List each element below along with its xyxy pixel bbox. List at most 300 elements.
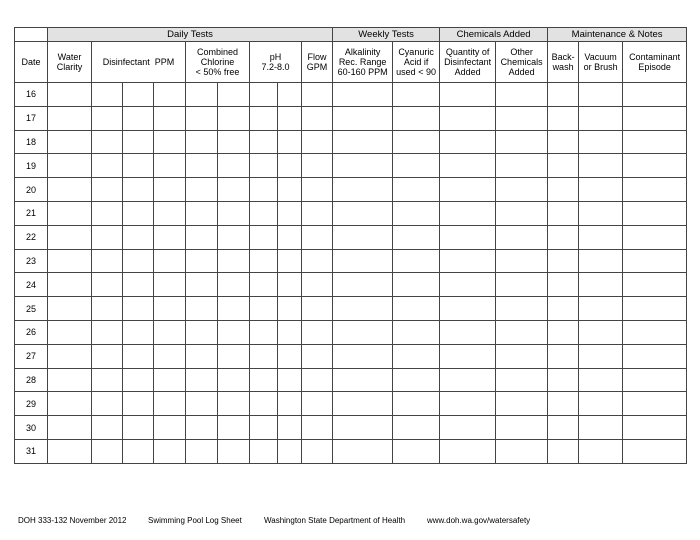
entry-cell[interactable] (123, 83, 154, 107)
entry-cell[interactable] (548, 225, 579, 249)
entry-cell[interactable] (333, 392, 393, 416)
header-line: Acid if (403, 57, 429, 67)
entry-cell[interactable] (123, 273, 154, 297)
entry-cell[interactable] (623, 106, 687, 130)
group-header-blank (15, 28, 48, 42)
entry-cell[interactable] (579, 392, 623, 416)
entry-cell[interactable] (278, 83, 302, 107)
entry-cell[interactable] (333, 154, 393, 178)
entry-cell[interactable] (496, 320, 548, 344)
entry-cell[interactable] (154, 368, 186, 392)
entry-cell[interactable] (548, 249, 579, 273)
entry-cell[interactable] (154, 225, 186, 249)
group-header-weekly: Weekly Tests (333, 28, 440, 42)
entry-cell[interactable] (579, 297, 623, 321)
entry-cell[interactable] (123, 249, 154, 273)
entry-cell[interactable] (123, 106, 154, 130)
row-date: 23 (15, 249, 48, 273)
entry-cell[interactable] (92, 154, 123, 178)
entry-cell[interactable] (154, 297, 186, 321)
entry-cell[interactable] (579, 344, 623, 368)
entry-cell[interactable] (278, 178, 302, 202)
entry-cell[interactable] (250, 392, 278, 416)
entry-cell[interactable] (579, 178, 623, 202)
entry-cell[interactable] (548, 392, 579, 416)
entry-cell[interactable] (186, 320, 218, 344)
entry-cell[interactable] (393, 154, 440, 178)
entry-cell[interactable] (393, 392, 440, 416)
entry-cell[interactable] (48, 225, 92, 249)
entry-cell[interactable] (218, 249, 250, 273)
log-row (15, 439, 687, 463)
entry-cell[interactable] (123, 225, 154, 249)
entry-cell[interactable] (218, 178, 250, 202)
entry-cell[interactable] (123, 392, 154, 416)
entry-cell[interactable] (623, 392, 687, 416)
row-date: 29 (15, 392, 48, 416)
entry-cell[interactable] (393, 344, 440, 368)
log-row (15, 201, 687, 225)
entry-cell[interactable] (302, 297, 333, 321)
row-date: 25 (15, 297, 48, 321)
entry-cell[interactable] (250, 416, 278, 440)
entry-cell[interactable] (302, 154, 333, 178)
entry-cell[interactable] (333, 273, 393, 297)
entry-cell[interactable] (496, 225, 548, 249)
header-line: Vacuum (584, 52, 617, 62)
entry-cell[interactable] (48, 106, 92, 130)
log-row (15, 106, 687, 130)
entry-cell[interactable] (440, 225, 496, 249)
entry-cell[interactable] (302, 106, 333, 130)
entry-cell[interactable] (302, 416, 333, 440)
entry-cell[interactable] (250, 320, 278, 344)
entry-cell[interactable] (48, 178, 92, 202)
entry-cell[interactable] (250, 273, 278, 297)
entry-cell[interactable] (154, 106, 186, 130)
header-line: GPM (306, 62, 328, 72)
entry-cell[interactable] (154, 439, 186, 463)
entry-cell[interactable] (440, 154, 496, 178)
entry-cell[interactable] (440, 439, 496, 463)
entry-cell[interactable] (496, 368, 548, 392)
entry-cell[interactable] (623, 83, 687, 107)
entry-cell[interactable] (92, 320, 123, 344)
entry-cell[interactable] (496, 201, 548, 225)
entry-cell[interactable] (92, 368, 123, 392)
entry-cell[interactable] (548, 178, 579, 202)
entry-cell[interactable] (186, 178, 218, 202)
entry-cell[interactable] (154, 130, 186, 154)
entry-cell[interactable] (278, 106, 302, 130)
entry-cell[interactable] (278, 368, 302, 392)
entry-cell[interactable] (250, 154, 278, 178)
entry-cell[interactable] (333, 225, 393, 249)
entry-cell[interactable] (218, 273, 250, 297)
entry-cell[interactable] (623, 320, 687, 344)
entry-cell[interactable] (393, 83, 440, 107)
entry-cell[interactable] (92, 344, 123, 368)
entry-cell[interactable] (218, 106, 250, 130)
entry-cell[interactable] (548, 320, 579, 344)
log-row (15, 249, 687, 273)
entry-cell[interactable] (333, 368, 393, 392)
col-header-other-chemicals (496, 42, 548, 83)
entry-cell[interactable] (218, 320, 250, 344)
entry-cell[interactable] (440, 416, 496, 440)
entry-cell[interactable] (218, 225, 250, 249)
entry-cell[interactable] (218, 130, 250, 154)
entry-cell[interactable] (440, 320, 496, 344)
entry-cell[interactable] (623, 178, 687, 202)
entry-cell[interactable] (92, 130, 123, 154)
entry-cell[interactable] (579, 249, 623, 273)
entry-cell[interactable] (496, 297, 548, 321)
group-header-daily: Daily Tests (48, 28, 333, 42)
entry-cell[interactable] (393, 439, 440, 463)
entry-cell[interactable] (154, 249, 186, 273)
header-line: Chemicals (500, 57, 543, 67)
entry-cell[interactable] (186, 416, 218, 440)
entry-cell[interactable] (48, 201, 92, 225)
entry-cell[interactable] (123, 178, 154, 202)
entry-cell[interactable] (302, 273, 333, 297)
entry-cell[interactable] (250, 225, 278, 249)
entry-cell[interactable] (333, 106, 393, 130)
entry-cell[interactable] (92, 106, 123, 130)
entry-cell[interactable] (48, 130, 92, 154)
entry-cell[interactable] (92, 225, 123, 249)
entry-cell[interactable] (393, 225, 440, 249)
entry-cell[interactable] (48, 273, 92, 297)
entry-cell[interactable] (302, 439, 333, 463)
entry-cell[interactable] (623, 368, 687, 392)
entry-cell[interactable] (92, 392, 123, 416)
entry-cell[interactable] (496, 439, 548, 463)
entry-cell[interactable] (278, 154, 302, 178)
entry-cell[interactable] (496, 106, 548, 130)
entry-cell[interactable] (123, 439, 154, 463)
entry-cell[interactable] (579, 439, 623, 463)
entry-cell[interactable] (623, 225, 687, 249)
entry-cell[interactable] (92, 201, 123, 225)
entry-cell[interactable] (393, 249, 440, 273)
row-date: 27 (15, 344, 48, 368)
entry-cell[interactable] (496, 273, 548, 297)
entry-cell[interactable] (548, 83, 579, 107)
entry-cell[interactable] (302, 225, 333, 249)
entry-cell[interactable] (548, 154, 579, 178)
entry-cell[interactable] (548, 130, 579, 154)
entry-cell[interactable] (250, 106, 278, 130)
entry-cell[interactable] (623, 297, 687, 321)
entry-cell[interactable] (440, 249, 496, 273)
entry-cell[interactable] (548, 416, 579, 440)
entry-cell[interactable] (440, 83, 496, 107)
footer-title: Swimming Pool Log Sheet (148, 516, 242, 525)
entry-cell[interactable] (48, 154, 92, 178)
entry-cell[interactable] (440, 273, 496, 297)
col-header-vacuum (579, 42, 623, 83)
footer-form-id: DOH 333-132 November 2012 (18, 516, 127, 525)
entry-cell[interactable] (48, 368, 92, 392)
entry-cell[interactable] (623, 201, 687, 225)
entry-cell[interactable] (302, 130, 333, 154)
entry-cell[interactable] (302, 249, 333, 273)
entry-cell[interactable] (440, 106, 496, 130)
entry-cell[interactable] (579, 201, 623, 225)
entry-cell[interactable] (92, 439, 123, 463)
entry-cell[interactable] (333, 201, 393, 225)
entry-cell[interactable] (250, 368, 278, 392)
entry-cell[interactable] (579, 320, 623, 344)
col-header-backwash (548, 42, 579, 83)
entry-cell[interactable] (186, 154, 218, 178)
entry-cell[interactable] (440, 344, 496, 368)
entry-cell[interactable] (333, 178, 393, 202)
entry-cell[interactable] (548, 201, 579, 225)
log-row (15, 344, 687, 368)
entry-cell[interactable] (123, 320, 154, 344)
entry-cell[interactable] (440, 368, 496, 392)
entry-cell[interactable] (186, 249, 218, 273)
entry-cell[interactable] (250, 130, 278, 154)
entry-cell[interactable] (92, 273, 123, 297)
entry-cell[interactable] (48, 416, 92, 440)
entry-cell[interactable] (393, 320, 440, 344)
entry-cell[interactable] (623, 130, 687, 154)
col-header-date: Date (15, 42, 48, 83)
row-date: 30 (15, 416, 48, 440)
entry-cell[interactable] (92, 178, 123, 202)
entry-cell[interactable] (623, 344, 687, 368)
entry-cell[interactable] (123, 201, 154, 225)
entry-cell[interactable] (92, 416, 123, 440)
entry-cell[interactable] (154, 344, 186, 368)
entry-cell[interactable] (92, 249, 123, 273)
entry-cell[interactable] (250, 249, 278, 273)
header-line: Disinfectant (444, 57, 492, 67)
row-date: 16 (15, 83, 48, 107)
entry-cell[interactable] (496, 344, 548, 368)
entry-cell[interactable] (218, 154, 250, 178)
entry-cell[interactable] (154, 416, 186, 440)
entry-cell[interactable] (123, 154, 154, 178)
entry-cell[interactable] (393, 368, 440, 392)
entry-cell[interactable] (278, 392, 302, 416)
entry-cell[interactable] (333, 439, 393, 463)
entry-cell[interactable] (278, 297, 302, 321)
entry-cell[interactable] (278, 416, 302, 440)
entry-cell[interactable] (218, 416, 250, 440)
entry-cell[interactable] (186, 201, 218, 225)
row-date: 17 (15, 106, 48, 130)
entry-cell[interactable] (623, 416, 687, 440)
col-header-combined-chlorine (186, 42, 250, 83)
entry-cell[interactable] (579, 83, 623, 107)
entry-cell[interactable] (302, 178, 333, 202)
entry-cell[interactable] (393, 297, 440, 321)
entry-cell[interactable] (579, 154, 623, 178)
entry-cell[interactable] (496, 392, 548, 416)
row-date: 24 (15, 273, 48, 297)
entry-cell[interactable] (623, 154, 687, 178)
entry-cell[interactable] (623, 249, 687, 273)
entry-cell[interactable] (250, 297, 278, 321)
entry-cell[interactable] (154, 154, 186, 178)
entry-cell[interactable] (186, 130, 218, 154)
entry-cell[interactable] (333, 249, 393, 273)
entry-cell[interactable] (154, 201, 186, 225)
entry-cell[interactable] (186, 106, 218, 130)
entry-cell[interactable] (548, 297, 579, 321)
entry-cell[interactable] (218, 83, 250, 107)
entry-cell[interactable] (579, 416, 623, 440)
entry-cell[interactable] (48, 392, 92, 416)
log-row (15, 154, 687, 178)
entry-cell[interactable] (278, 201, 302, 225)
entry-cell[interactable] (48, 320, 92, 344)
entry-cell[interactable] (333, 320, 393, 344)
entry-cell[interactable] (393, 178, 440, 202)
entry-cell[interactable] (302, 201, 333, 225)
entry-cell[interactable] (393, 201, 440, 225)
entry-cell[interactable] (548, 106, 579, 130)
entry-cell[interactable] (218, 392, 250, 416)
entry-cell[interactable] (48, 249, 92, 273)
entry-cell[interactable] (579, 106, 623, 130)
entry-cell[interactable] (250, 201, 278, 225)
entry-cell[interactable] (218, 368, 250, 392)
entry-cell[interactable] (218, 439, 250, 463)
group-header-maintenance: Maintenance & Notes (548, 28, 687, 42)
entry-cell[interactable] (250, 439, 278, 463)
entry-cell[interactable] (123, 368, 154, 392)
entry-cell[interactable] (278, 320, 302, 344)
entry-cell[interactable] (548, 368, 579, 392)
entry-cell[interactable] (278, 225, 302, 249)
entry-cell[interactable] (154, 273, 186, 297)
entry-cell[interactable] (302, 392, 333, 416)
entry-cell[interactable] (579, 273, 623, 297)
entry-cell[interactable] (218, 201, 250, 225)
entry-cell[interactable] (154, 83, 186, 107)
log-row (15, 416, 687, 440)
entry-cell[interactable] (496, 416, 548, 440)
entry-cell[interactable] (48, 83, 92, 107)
entry-cell[interactable] (186, 344, 218, 368)
entry-cell[interactable] (186, 83, 218, 107)
entry-cell[interactable] (302, 320, 333, 344)
entry-cell[interactable] (440, 201, 496, 225)
entry-cell[interactable] (393, 130, 440, 154)
entry-cell[interactable] (48, 439, 92, 463)
header-line: Contaminant (629, 52, 681, 62)
entry-cell[interactable] (579, 130, 623, 154)
log-row (15, 392, 687, 416)
entry-cell[interactable] (48, 297, 92, 321)
entry-cell[interactable] (218, 297, 250, 321)
entry-cell[interactable] (123, 416, 154, 440)
entry-cell[interactable] (218, 344, 250, 368)
entry-cell[interactable] (579, 368, 623, 392)
entry-cell[interactable] (393, 416, 440, 440)
entry-cell[interactable] (186, 225, 218, 249)
entry-cell[interactable] (623, 439, 687, 463)
entry-cell[interactable] (393, 106, 440, 130)
entry-cell[interactable] (250, 83, 278, 107)
pool-log-table (14, 27, 687, 464)
entry-cell[interactable] (278, 249, 302, 273)
header-line: 7.2-8.0 (261, 62, 290, 72)
log-row (15, 178, 687, 202)
entry-cell[interactable] (186, 368, 218, 392)
header-line: Rec. Range (338, 57, 387, 67)
entry-cell[interactable] (333, 83, 393, 107)
entry-cell[interactable] (496, 130, 548, 154)
entry-cell[interactable] (278, 344, 302, 368)
entry-cell[interactable] (579, 225, 623, 249)
entry-cell[interactable] (186, 439, 218, 463)
col-header-cyanuric (393, 42, 440, 83)
entry-cell[interactable] (333, 344, 393, 368)
entry-cell[interactable] (154, 392, 186, 416)
entry-cell[interactable] (496, 178, 548, 202)
entry-cell[interactable] (186, 297, 218, 321)
entry-cell[interactable] (548, 273, 579, 297)
entry-cell[interactable] (250, 178, 278, 202)
entry-cell[interactable] (333, 416, 393, 440)
entry-cell[interactable] (440, 178, 496, 202)
entry-cell[interactable] (302, 344, 333, 368)
entry-cell[interactable] (154, 178, 186, 202)
entry-cell[interactable] (623, 273, 687, 297)
entry-cell[interactable] (440, 130, 496, 154)
entry-cell[interactable] (154, 320, 186, 344)
entry-cell[interactable] (302, 83, 333, 107)
header-line: Other (510, 47, 533, 57)
entry-cell[interactable] (123, 130, 154, 154)
entry-cell[interactable] (333, 130, 393, 154)
entry-cell[interactable] (440, 392, 496, 416)
header-line: Clarity (56, 62, 83, 72)
entry-cell[interactable] (186, 392, 218, 416)
entry-cell[interactable] (278, 439, 302, 463)
entry-cell[interactable] (393, 273, 440, 297)
entry-cell[interactable] (496, 154, 548, 178)
log-row (15, 225, 687, 249)
entry-cell[interactable] (92, 83, 123, 107)
entry-cell[interactable] (48, 344, 92, 368)
entry-cell[interactable] (278, 130, 302, 154)
entry-cell[interactable] (92, 297, 123, 321)
entry-cell[interactable] (496, 83, 548, 107)
entry-cell[interactable] (440, 297, 496, 321)
header-line: or Brush (583, 62, 618, 72)
entry-cell[interactable] (302, 368, 333, 392)
entry-cell[interactable] (496, 249, 548, 273)
entry-cell[interactable] (333, 297, 393, 321)
entry-cell[interactable] (123, 344, 154, 368)
log-row (15, 297, 687, 321)
entry-cell[interactable] (548, 439, 579, 463)
entry-cell[interactable] (186, 273, 218, 297)
entry-cell[interactable] (123, 297, 154, 321)
row-date: 22 (15, 225, 48, 249)
entry-cell[interactable] (278, 273, 302, 297)
entry-cell[interactable] (250, 344, 278, 368)
entry-cell[interactable] (548, 344, 579, 368)
